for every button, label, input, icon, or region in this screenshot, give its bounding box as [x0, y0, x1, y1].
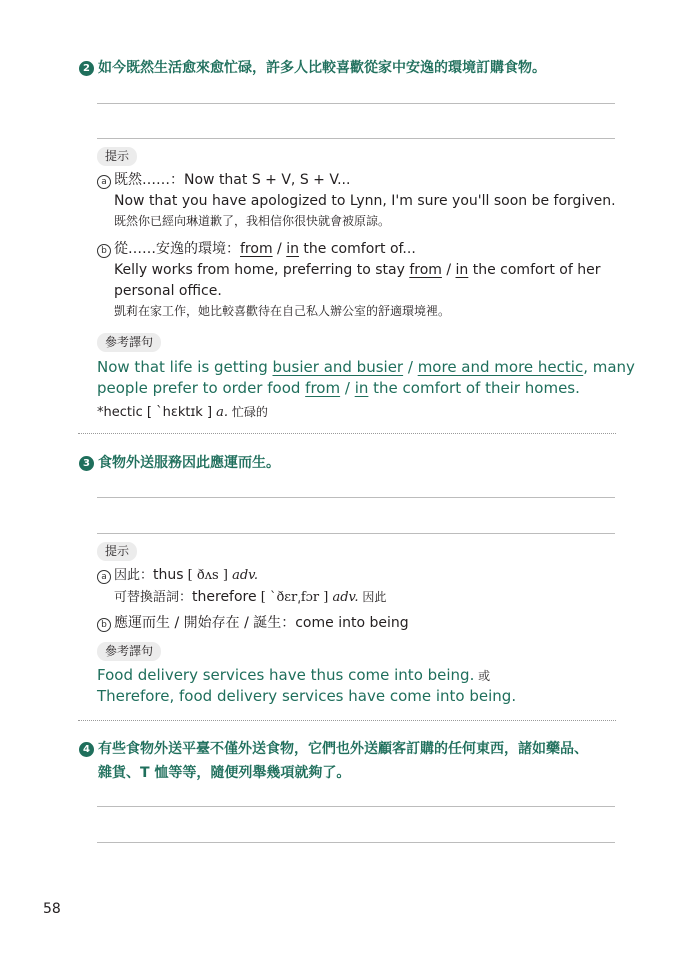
marker-b: b — [97, 244, 111, 258]
question-4-prompt-line-2: 雜貨、T 恤等等，隨便列舉幾項就夠了。 — [98, 765, 351, 781]
reference-line-2: Therefore, food delivery services have come into being. — [97, 687, 517, 705]
reference-line-1: Now that life is getting busier and busier / more and more hectic, many — [97, 358, 635, 376]
hint-a-heading: 因此：thus [ ðʌs ] adv. — [114, 567, 259, 583]
page-number: 58 — [43, 901, 61, 917]
answer-line — [97, 533, 615, 534]
question-3-prompt: 食物外送服務因此應運而生。 — [98, 455, 280, 471]
section-divider — [78, 720, 616, 721]
reference-label: 參考譯句 — [97, 642, 161, 661]
hint-b-example-line-2: personal office. — [114, 283, 222, 299]
answer-line — [97, 842, 615, 843]
answer-line — [97, 497, 615, 498]
hint-b-heading: 從……安逸的環境：from / in the comfort of... — [114, 241, 416, 257]
marker-a: a — [97, 175, 111, 189]
hint-label: 提示 — [97, 147, 137, 166]
hint-label: 提示 — [97, 542, 137, 561]
answer-line — [97, 138, 615, 139]
hint-a-heading: 既然……：Now that S + V, S + V... — [114, 172, 351, 188]
reference-label: 參考譯句 — [97, 333, 161, 352]
reference-line-2: people prefer to order food from / in the comfort of their homes. — [97, 379, 580, 397]
hint-a-example: Now that you have apologized to Lynn, I'm sure you'll soon be forgiven. — [114, 193, 616, 209]
question-2-prompt: 如今既然生活愈來愈忙碌，許多人比較喜歡從家中安逸的環境訂購食物。 — [98, 60, 546, 76]
answer-line — [97, 103, 615, 104]
hint-b-translation: 凱莉在家工作，她比較喜歡待在自己私人辦公室的舒適環境裡。 — [114, 304, 451, 318]
question-4-prompt-line-1: 有些食物外送平臺不僅外送食物，它們也外送顧客訂購的任何東西，諸如藥品、 — [98, 741, 588, 757]
hint-a-translation: 既然你已經向琳道歉了，我相信你很快就會被原諒。 — [114, 214, 391, 228]
hint-a-alternative: 可替換語詞：therefore [ ˋðɛr͵fɔr ] adv. 因此 — [114, 589, 387, 605]
question-number-4: 4 — [79, 742, 94, 757]
reference-line-1: Food delivery services have thus come into being. 或 — [97, 666, 491, 684]
question-number-3: 3 — [79, 456, 94, 471]
question-number-2: 2 — [79, 61, 94, 76]
hint-b-example-line-1: Kelly works from home, preferring to stay from / in the comfort of her — [114, 262, 601, 278]
marker-b: b — [97, 618, 111, 632]
section-divider — [78, 433, 616, 434]
marker-a: a — [97, 570, 111, 584]
answer-line — [97, 806, 615, 807]
hint-b-heading: 應運而生 / 開始存在 / 誕生：come into being — [114, 615, 409, 631]
vocab-note: *hectic [ ˋhɛktɪk ] a. 忙碌的 — [97, 405, 268, 420]
